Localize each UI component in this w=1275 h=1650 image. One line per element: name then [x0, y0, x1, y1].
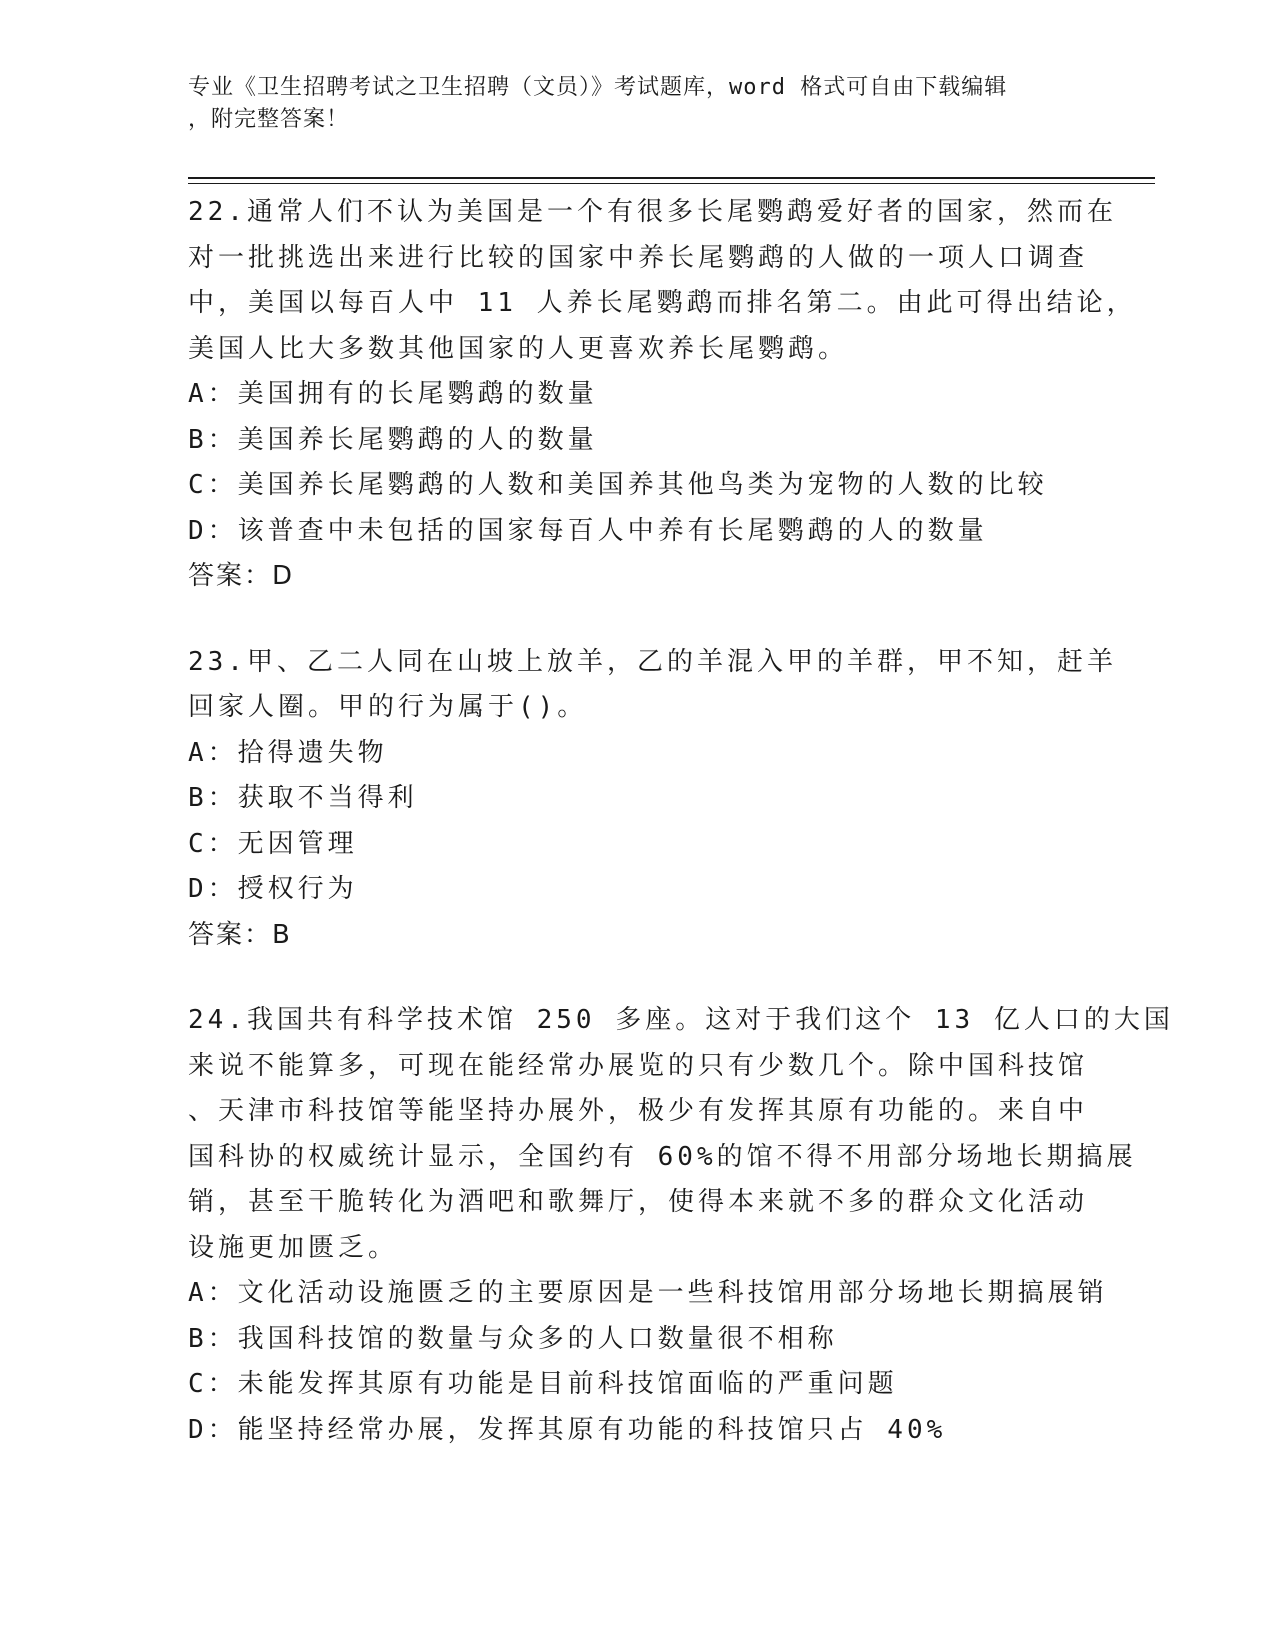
option-d: D：该普查中未包括的国家每百人中养有长尾鹦鹉的人的数量	[188, 515, 988, 546]
question-text-line: 来说不能算多，可现在能经常办展览的只有少数几个。除中国科技馆	[188, 1050, 1089, 1081]
option-d: D：能坚持经常办展，发挥其原有功能的科技馆只占 40%	[188, 1414, 947, 1445]
option-a: A：拾得遗失物	[188, 737, 388, 768]
page-header	[188, 72, 1068, 136]
question-text-line: 23.甲、乙二人同在山坡上放羊，乙的羊混入甲的羊群，甲不知，赶羊	[188, 646, 1117, 677]
header-rule-thin	[188, 183, 1155, 184]
option-c: C：无因管理	[188, 828, 358, 859]
question-text-line: 、天津市科技馆等能坚持办展外，极少有发挥其原有功能的。来自中	[188, 1096, 1089, 1126]
header-line-1: 专业《卫生招聘考试之卫生招聘（文员）》考试题库，word 格式可自由下载编辑	[188, 75, 1008, 100]
question-text-line: 中，美国以每百人中 11 人养长尾鹦鹉而排名第二。由此可得出结论，	[188, 288, 1137, 318]
question-text-line: 设施更加匮乏。	[188, 1232, 399, 1263]
option-b: B：获取不当得利	[188, 783, 418, 813]
answer-label: 答案：B	[188, 919, 292, 950]
question-23	[188, 640, 1117, 959]
option-d: D：授权行为	[188, 874, 358, 904]
question-text-line: 国科协的权威统计显示，全国约有 60%的馆不得不用部分场地长期搞展	[188, 1141, 1137, 1172]
option-b: B：美国养长尾鹦鹉的人的数量	[188, 424, 598, 455]
question-text-line: 24.我国共有科学技术馆 250 多座。这对于我们这个 13 亿人口的大国	[188, 1005, 1174, 1035]
option-a: A：文化活动设施匮乏的主要原因是一些科技馆用部分场地长期搞展销	[188, 1278, 1108, 1308]
option-c: C：未能发挥其原有功能是目前科技馆面临的严重问题	[188, 1369, 898, 1399]
answer-label: 答案：D	[188, 561, 295, 591]
question-list	[188, 190, 1174, 1493]
question-text-line: 对一批挑选出来进行比较的国家中养长尾鹦鹉的人做的一项人口调查	[188, 242, 1089, 273]
option-b: B：我国科技馆的数量与众多的人口数量很不相称	[188, 1323, 838, 1354]
question-text-line: 22.通常人们不认为美国是一个有很多长尾鹦鹉爱好者的国家，然而在	[188, 197, 1117, 227]
option-a: A：美国拥有的长尾鹦鹉的数量	[188, 379, 598, 409]
question-24	[188, 998, 1174, 1453]
header-rule-thick	[188, 177, 1155, 179]
question-text-line: 销，甚至干脆转化为酒吧和歌舞厅，使得本来就不多的群众文化活动	[188, 1187, 1089, 1217]
question-22	[188, 190, 1137, 600]
question-text-line: 回家人圈。甲的行为属于()。	[188, 692, 588, 722]
question-text-line: 美国人比大多数其他国家的人更喜欢养长尾鹦鹉。	[188, 333, 849, 364]
option-c: C：美国养长尾鹦鹉的人数和美国养其他鸟类为宠物的人数的比较	[188, 470, 1048, 500]
header-line-2: ，附完整答案！	[188, 107, 350, 132]
